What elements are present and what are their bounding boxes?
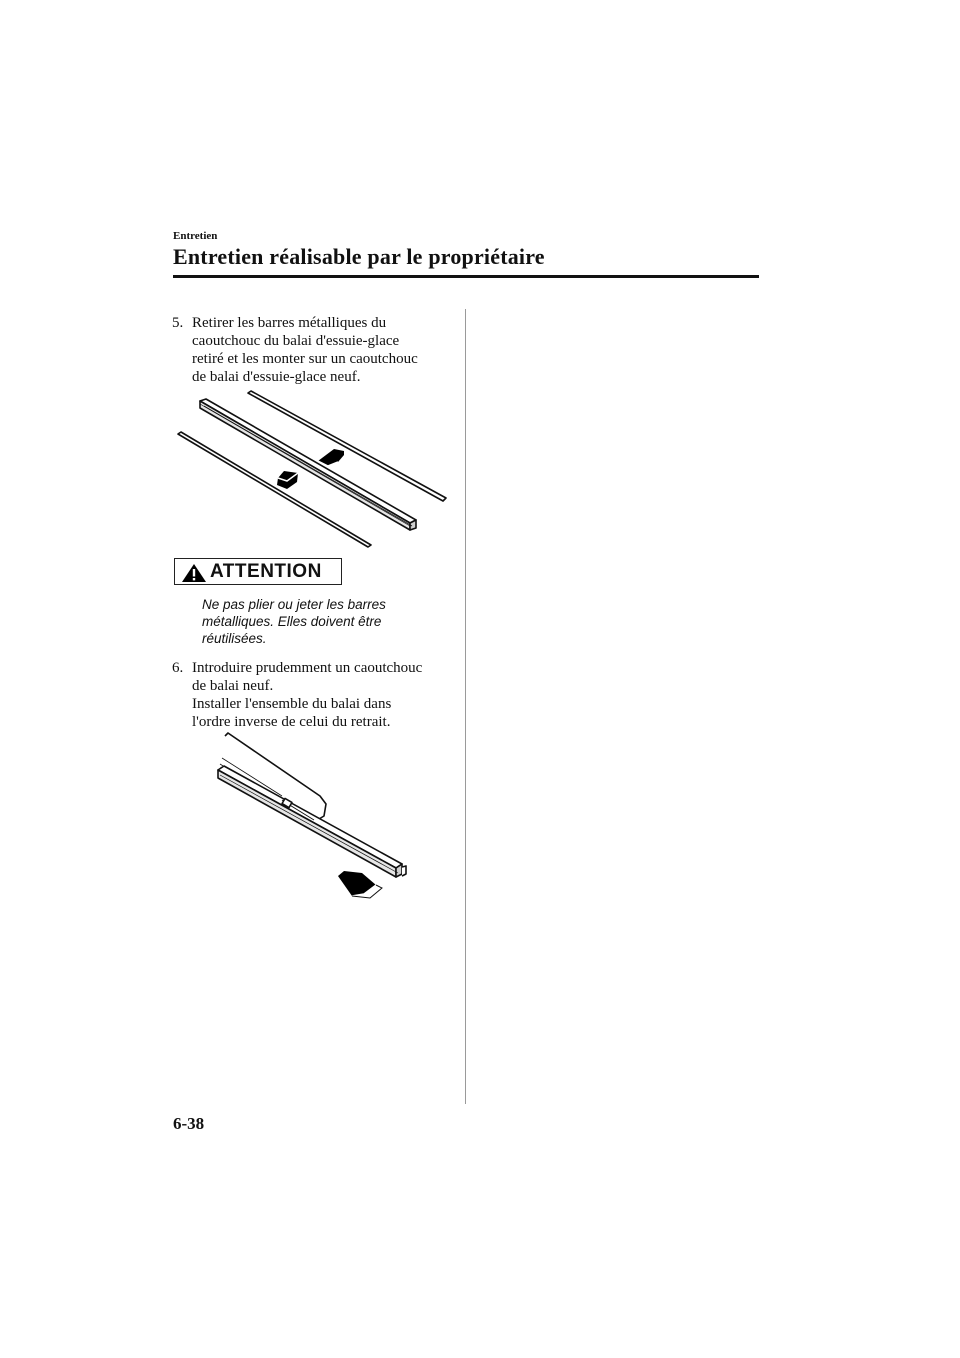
arrow-icon [318,449,344,466]
attention-label: ATTENTION [210,561,322,582]
attention-line: métalliques. Elles doivent être [202,614,382,629]
rubber-insertion-illustration [210,728,420,908]
attention-line: Ne pas plier ou jeter les barres [202,597,386,612]
step-line: l'ordre inverse de celui du retrait. [192,714,391,730]
step-line: Installer l'ensemble du balai dans [192,696,392,712]
page-title: Entretien réalisable par le propriétaire [173,244,545,269]
step-line: Introduire prudemment un caoutchouc [192,660,423,676]
step-line: retiré et les monter sur un caoutchouc [192,351,418,367]
column-divider [465,309,466,1104]
attention-text [202,596,432,647]
step-line: de balai d'essuie-glace neuf. [192,369,361,385]
arrow-icon [277,471,298,489]
step-line: Retirer les barres métalliques du [192,315,387,331]
warning-triangle-icon [181,563,207,583]
step-5 [172,314,462,386]
metal-bars-removal-illustration [170,385,450,555]
step-number: 6. [172,660,184,676]
step-number: 5. [172,315,184,331]
attention-line: réutilisées. [202,631,267,646]
title-rule [173,275,759,278]
step-line: caoutchouc du balai d'essuie-glace [192,333,400,349]
arrow-icon [338,871,382,898]
step-6 [172,659,462,731]
step-line: de balai neuf. [192,678,274,694]
section-label: Entretien [173,230,218,242]
page-number: 6-38 [173,1114,205,1133]
